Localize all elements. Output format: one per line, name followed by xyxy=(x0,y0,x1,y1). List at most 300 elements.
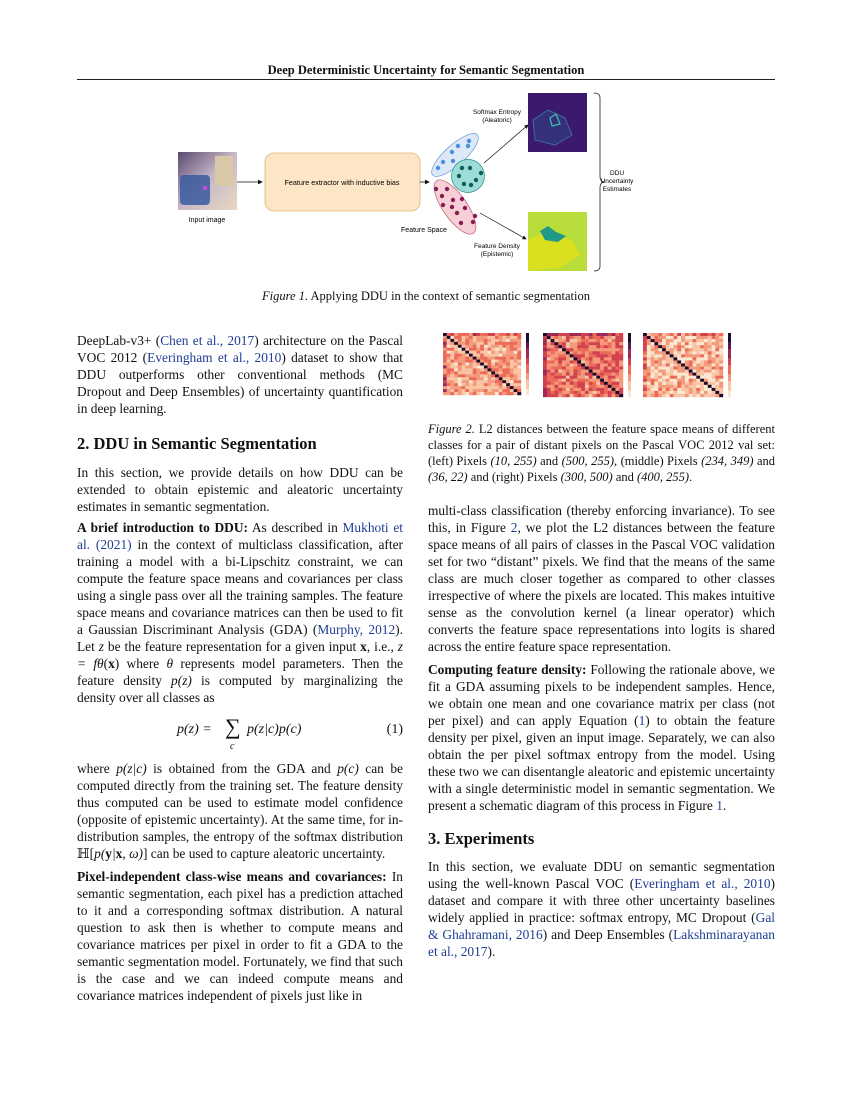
heatmap-cell xyxy=(612,373,616,376)
heatmap-cell xyxy=(488,333,492,336)
heatmap-cell xyxy=(677,354,681,357)
heatmap-cell xyxy=(712,345,716,348)
bold-text: x xyxy=(108,656,115,671)
heatmap-cell xyxy=(704,385,708,388)
heatmap-cell xyxy=(615,360,619,363)
heatmap-cell xyxy=(596,376,600,379)
bold-text: A brief introduction to DDU: xyxy=(77,520,248,535)
heatmap-cell xyxy=(450,389,454,392)
heatmap-cell xyxy=(469,363,473,366)
heatmap-cell xyxy=(454,377,458,380)
heatmap-cell xyxy=(570,367,574,370)
heatmap-cell xyxy=(573,345,577,348)
heatmap-cell xyxy=(608,360,612,363)
heatmap-cell xyxy=(708,342,712,345)
citation-link[interactable]: 1 xyxy=(716,798,723,813)
heatmap-cell xyxy=(647,345,651,348)
text-run: In this section, we provide details on how DDU can be extended to obtain epistemic and aleatoric uncertainty estimates in semantic segmentation. xyxy=(77,465,403,514)
heatmap-cell xyxy=(573,367,577,370)
heatmap-cell xyxy=(704,339,708,342)
heatmap-cell xyxy=(577,376,581,379)
citation-link[interactable]: Everingham et al., 2010 xyxy=(634,876,771,891)
heatmap-cell xyxy=(585,333,589,336)
heatmap-cell xyxy=(658,367,662,370)
heatmap-cell xyxy=(476,380,480,383)
heatmap-cell xyxy=(643,342,647,345)
heatmap-cell xyxy=(696,339,700,342)
heatmap-cell xyxy=(554,385,558,388)
heatmap-cell xyxy=(604,382,608,385)
heatmap-cell xyxy=(585,388,589,391)
colorbar-segment xyxy=(728,375,731,378)
heatmap-cell xyxy=(517,360,521,363)
heatmap-cell xyxy=(570,394,574,397)
heatmap-cell xyxy=(447,371,451,374)
softmax-entropy-sublabel: (Aleatoric) xyxy=(482,117,512,124)
heatmap-cell xyxy=(581,379,585,382)
heatmap-cell xyxy=(465,354,469,357)
heatmap-cell xyxy=(689,376,693,379)
heatmap-cell xyxy=(647,382,651,385)
heatmap-cell xyxy=(447,363,451,366)
heatmap-cell xyxy=(473,386,477,389)
heatmap-cell xyxy=(670,367,674,370)
heatmap-cell xyxy=(643,354,647,357)
heatmap-cell xyxy=(712,351,716,354)
heatmap-cell xyxy=(673,345,677,348)
heatmap-cell xyxy=(651,342,655,345)
heatmap-cell xyxy=(554,376,558,379)
heatmap-cell xyxy=(681,348,685,351)
heatmap-cell xyxy=(499,363,503,366)
citation-link[interactable]: Gal & Ghahramani, 2016 xyxy=(428,910,775,942)
text-run: L2 distances between the feature space means of different classes for a pair of distant pixels on the Pascal VOC 2012 val set: (left) Pixels xyxy=(428,422,775,468)
heatmap-cell xyxy=(473,348,477,351)
heatmap-cell xyxy=(570,376,574,379)
heatmap-cell xyxy=(458,380,462,383)
citation-link[interactable]: Mukhoti et al. (2021) xyxy=(77,520,403,552)
heatmap-cell xyxy=(608,388,612,391)
heatmap-cell xyxy=(593,342,597,345)
heatmap-cell xyxy=(719,357,723,360)
heatmap-cell xyxy=(593,370,597,373)
heatmap-cell xyxy=(643,376,647,379)
heatmap-cell xyxy=(491,342,495,345)
heatmap-cell xyxy=(510,333,514,336)
heatmap-cell xyxy=(589,370,593,373)
heatmap-cell xyxy=(484,389,488,392)
heatmap-cell xyxy=(700,363,704,366)
heatmap-cell xyxy=(670,385,674,388)
heatmap-cell xyxy=(480,374,484,377)
heatmap-cell xyxy=(491,354,495,357)
citation-link[interactable]: 2 xyxy=(510,520,518,535)
heatmap-cell xyxy=(589,388,593,391)
heatmap-cell xyxy=(462,342,466,345)
citation-link[interactable]: Chen et al., 2017 xyxy=(160,333,255,348)
heatmap-cell xyxy=(658,382,662,385)
heatmap-cell xyxy=(712,333,716,336)
heatmap-cell xyxy=(506,345,510,348)
heatmap-cell xyxy=(689,357,693,360)
heatmap-cell xyxy=(643,336,647,339)
heatmap-cell xyxy=(673,360,677,363)
heatmap-cell xyxy=(662,354,666,357)
colorbar-segment xyxy=(526,336,529,339)
heatmap-cell xyxy=(585,391,589,394)
heatmap-cell xyxy=(495,371,499,374)
heatmap-cell xyxy=(619,379,623,382)
heatmap-cell xyxy=(696,333,700,336)
heatmap-cell xyxy=(615,339,619,342)
heatmap-cell xyxy=(547,363,551,366)
heatmap-cell xyxy=(647,333,651,336)
heatmap-cell xyxy=(643,388,647,391)
heatmap-cell xyxy=(615,388,619,391)
heatmap-cell xyxy=(543,370,547,373)
heatmap-cell xyxy=(499,383,503,386)
colorbar-segment xyxy=(628,359,631,362)
heatmap-cell xyxy=(484,333,488,336)
heatmap-cell xyxy=(615,336,619,339)
heatmap-cell xyxy=(517,371,521,374)
heatmap-cell xyxy=(558,345,562,348)
heatmap-cell xyxy=(704,391,708,394)
heatmap-cell xyxy=(670,373,674,376)
heatmap-cell xyxy=(612,354,616,357)
paragraph xyxy=(77,519,403,706)
heatmap-cell xyxy=(502,345,506,348)
heatmap-cell xyxy=(685,345,689,348)
heatmap-cell xyxy=(685,379,689,382)
colorbar-segment xyxy=(526,345,529,348)
heatmap-cell xyxy=(685,333,689,336)
heatmap-cell xyxy=(619,363,623,366)
paragraph xyxy=(77,760,403,862)
heatmap-cell xyxy=(677,339,681,342)
heatmap-cell xyxy=(484,342,488,345)
heatmap-cell xyxy=(585,370,589,373)
heatmap-cell xyxy=(643,379,647,382)
heatmap-cell xyxy=(547,382,551,385)
heatmap-cell xyxy=(712,363,716,366)
heatmap-cell xyxy=(517,354,521,357)
heatmap-cell xyxy=(517,383,521,386)
ddu-label: DDU xyxy=(609,170,625,177)
citation-link[interactable]: Lakshminarayanan et al., 2017 xyxy=(428,927,775,959)
heatmap-cell xyxy=(551,370,555,373)
heatmap-cell xyxy=(689,351,693,354)
heatmap-cell xyxy=(581,388,585,391)
heatmap-cell xyxy=(506,348,510,351)
heatmap-cell xyxy=(689,367,693,370)
heatmap-cell xyxy=(573,354,577,357)
heatmap-cell xyxy=(558,333,562,336)
heatmap-cell xyxy=(596,382,600,385)
heatmap-cell xyxy=(600,345,604,348)
heatmap-cell xyxy=(600,342,604,345)
heatmap-cell xyxy=(708,388,712,391)
heatmap-cell xyxy=(704,357,708,360)
heatmap-cell xyxy=(712,385,716,388)
heatmap-cell xyxy=(499,368,503,371)
heatmap-cell xyxy=(473,336,477,339)
heatmap-cell xyxy=(495,336,499,339)
heatmap-cell xyxy=(654,363,658,366)
heatmap-cell xyxy=(577,345,581,348)
heatmap-cell xyxy=(612,382,616,385)
heatmap-cell xyxy=(689,333,693,336)
heatmap-cell xyxy=(469,351,473,354)
heatmap-cell xyxy=(689,336,693,339)
heatmap-cell xyxy=(612,376,616,379)
heatmap-cell xyxy=(696,394,700,397)
heatmap-cell xyxy=(693,376,697,379)
heatmap-cell xyxy=(589,363,593,366)
heatmap-cell xyxy=(476,351,480,354)
heatmap-cell xyxy=(554,348,558,351)
heatmap-cell xyxy=(473,368,477,371)
heatmap-cell xyxy=(719,339,723,342)
heatmap-cell xyxy=(700,345,704,348)
heatmap-cell xyxy=(480,348,484,351)
heatmap-cell xyxy=(465,374,469,377)
heatmap-cell xyxy=(443,339,447,342)
heatmap-cell xyxy=(510,365,514,368)
heatmap-cell xyxy=(600,391,604,394)
text-run: where xyxy=(77,761,117,776)
heatmap-cell xyxy=(458,363,462,366)
heatmap-cell xyxy=(473,365,477,368)
heatmap-cell xyxy=(454,360,458,363)
heatmap-cell xyxy=(562,367,566,370)
heatmap-cell xyxy=(700,351,704,354)
heatmap-cell xyxy=(673,373,677,376)
heatmap-cell xyxy=(658,388,662,391)
heatmap-cell xyxy=(502,342,506,345)
heatmap-cell xyxy=(447,392,451,395)
input-image xyxy=(178,152,237,210)
heatmap-cell xyxy=(462,339,466,342)
heatmap-cell xyxy=(673,348,677,351)
heatmap-cell xyxy=(693,391,697,394)
citation-link[interactable]: Everingham et al., 2010 xyxy=(147,350,282,365)
heatmap-cell xyxy=(488,342,492,345)
heatmap-cell xyxy=(685,382,689,385)
heatmap-cell xyxy=(670,333,674,336)
heatmap-cell xyxy=(495,345,499,348)
heatmap-cell xyxy=(488,371,492,374)
heatmap-cell xyxy=(647,348,651,351)
heatmap-cell xyxy=(696,391,700,394)
heatmap-cell xyxy=(510,380,514,383)
heatmap-cell xyxy=(554,373,558,376)
heatmap-cell xyxy=(577,348,581,351)
heatmap-cell xyxy=(462,348,466,351)
running-header: Deep Deterministic Uncertainty for Semantic Segmentation xyxy=(267,63,585,77)
colorbar-segment xyxy=(728,378,731,381)
heatmap-cell xyxy=(677,376,681,379)
heatmap-cell xyxy=(491,383,495,386)
heatmap-cell xyxy=(462,389,466,392)
heatmap-cell xyxy=(581,373,585,376)
heatmap-cell xyxy=(465,368,469,371)
heatmap-cell xyxy=(570,351,574,354)
figure-2-heatmaps xyxy=(430,325,750,405)
heatmap-cell xyxy=(696,373,700,376)
heatmap-cell xyxy=(543,354,547,357)
heatmap-cell xyxy=(589,360,593,363)
heatmap-cell xyxy=(662,339,666,342)
heatmap-cell xyxy=(554,354,558,357)
heatmap-cell xyxy=(715,333,719,336)
heatmap-cell xyxy=(454,345,458,348)
heatmap-cell xyxy=(458,371,462,374)
heatmap-cell xyxy=(651,339,655,342)
heatmap-cell xyxy=(600,376,604,379)
heatmap-cell xyxy=(473,360,477,363)
heatmap-cell xyxy=(681,370,685,373)
heatmap-cell xyxy=(700,391,704,394)
citation-link[interactable]: 1 xyxy=(638,713,646,728)
heatmap-cell xyxy=(562,370,566,373)
heatmap-cell xyxy=(480,333,484,336)
heatmap-cell xyxy=(514,377,518,380)
heatmap-cell xyxy=(685,388,689,391)
heatmap-cell xyxy=(473,351,477,354)
heatmap-cell xyxy=(488,383,492,386)
heatmap-cell xyxy=(658,373,662,376)
heatmap-cell xyxy=(506,371,510,374)
heatmap-cell xyxy=(608,354,612,357)
heatmap-cell xyxy=(685,342,689,345)
heatmap-cell xyxy=(608,379,612,382)
heatmap-cell xyxy=(715,376,719,379)
heatmap-cell xyxy=(458,351,462,354)
colorbar-segment xyxy=(628,384,631,387)
heatmap-cell xyxy=(547,354,551,357)
heatmap-cell xyxy=(517,333,521,336)
heatmap-cell xyxy=(654,348,658,351)
heatmap-cell xyxy=(681,376,685,379)
colorbar-segment xyxy=(526,370,529,373)
heatmap-cell xyxy=(502,348,506,351)
heatmap-cell xyxy=(708,336,712,339)
heatmap-cell xyxy=(558,379,562,382)
math-inline: p( xyxy=(94,846,106,861)
heatmap-cell xyxy=(596,333,600,336)
heatmap-cell xyxy=(570,388,574,391)
heatmap-cell xyxy=(491,333,495,336)
arrow xyxy=(484,125,528,163)
heatmap-cell xyxy=(450,360,454,363)
heatmap-cell xyxy=(573,379,577,382)
heatmap-cell xyxy=(502,363,506,366)
heatmap-cell xyxy=(510,374,514,377)
heatmap-cell xyxy=(600,348,604,351)
colorbar-segment xyxy=(728,387,731,390)
heatmap-cell xyxy=(480,365,484,368)
heatmap-cell xyxy=(712,357,716,360)
heatmap-cell xyxy=(469,392,473,395)
heatmap-cell xyxy=(514,380,518,383)
heatmap-cell xyxy=(566,351,570,354)
heatmap-cell xyxy=(715,379,719,382)
heatmap-cell xyxy=(696,345,700,348)
heatmap-cell xyxy=(551,382,555,385)
heatmap-cell xyxy=(514,333,518,336)
heatmap-cell xyxy=(712,388,716,391)
heatmap-cell xyxy=(573,342,577,345)
heatmap-cell xyxy=(696,379,700,382)
heatmap-cell xyxy=(517,380,521,383)
heatmap-cell xyxy=(447,365,451,368)
heatmap-cell xyxy=(662,376,666,379)
heatmap-cell xyxy=(558,363,562,366)
heatmap-cell xyxy=(604,348,608,351)
heatmap-cell xyxy=(484,360,488,363)
heatmap-cell xyxy=(454,389,458,392)
heatmap-cell xyxy=(719,394,723,397)
heatmap-cell xyxy=(604,354,608,357)
colorbar-segment xyxy=(526,352,529,355)
citation-link[interactable]: Murphy, 2012 xyxy=(317,622,396,637)
heatmap-cell xyxy=(447,345,451,348)
heatmap-cell xyxy=(589,385,593,388)
heatmap-cell xyxy=(596,379,600,382)
heatmap-cell xyxy=(558,336,562,339)
heatmap-cell xyxy=(700,336,704,339)
heatmap-cell xyxy=(491,368,495,371)
heatmap-cell xyxy=(670,339,674,342)
heatmap-cell xyxy=(643,367,647,370)
heatmap-cell xyxy=(454,368,458,371)
heatmap-cell xyxy=(517,365,521,368)
heatmap-cell xyxy=(596,345,600,348)
heatmap-cell xyxy=(499,374,503,377)
heatmap-cell xyxy=(458,374,462,377)
heatmap-cell xyxy=(543,351,547,354)
heatmap-cell xyxy=(447,368,451,371)
heatmap-cell xyxy=(462,368,466,371)
heatmap-cell xyxy=(476,354,480,357)
heatmap-cell xyxy=(677,391,681,394)
heatmap-cell xyxy=(577,357,581,360)
heatmap-cell xyxy=(593,339,597,342)
heatmap-cell xyxy=(612,388,616,391)
heatmap-cell xyxy=(450,339,454,342)
figure-2-caption xyxy=(428,421,775,485)
heatmap-cell xyxy=(510,377,514,380)
heatmap-cell xyxy=(612,339,616,342)
heatmap-cell xyxy=(681,360,685,363)
heatmap-cell xyxy=(462,333,466,336)
heatmap-cell xyxy=(517,389,521,392)
heatmap-cell xyxy=(708,354,712,357)
heatmap-cell xyxy=(593,354,597,357)
heatmap-cell xyxy=(566,339,570,342)
heatmap-cell xyxy=(462,386,466,389)
heatmap-cell xyxy=(566,333,570,336)
heatmap-cell xyxy=(443,345,447,348)
heatmap-cell xyxy=(719,373,723,376)
heatmap-cell xyxy=(517,336,521,339)
heatmap-cell xyxy=(566,336,570,339)
heatmap-cell xyxy=(514,351,518,354)
heatmap-cell xyxy=(554,336,558,339)
heatmap-cell xyxy=(670,388,674,391)
heatmap-cell xyxy=(608,333,612,336)
